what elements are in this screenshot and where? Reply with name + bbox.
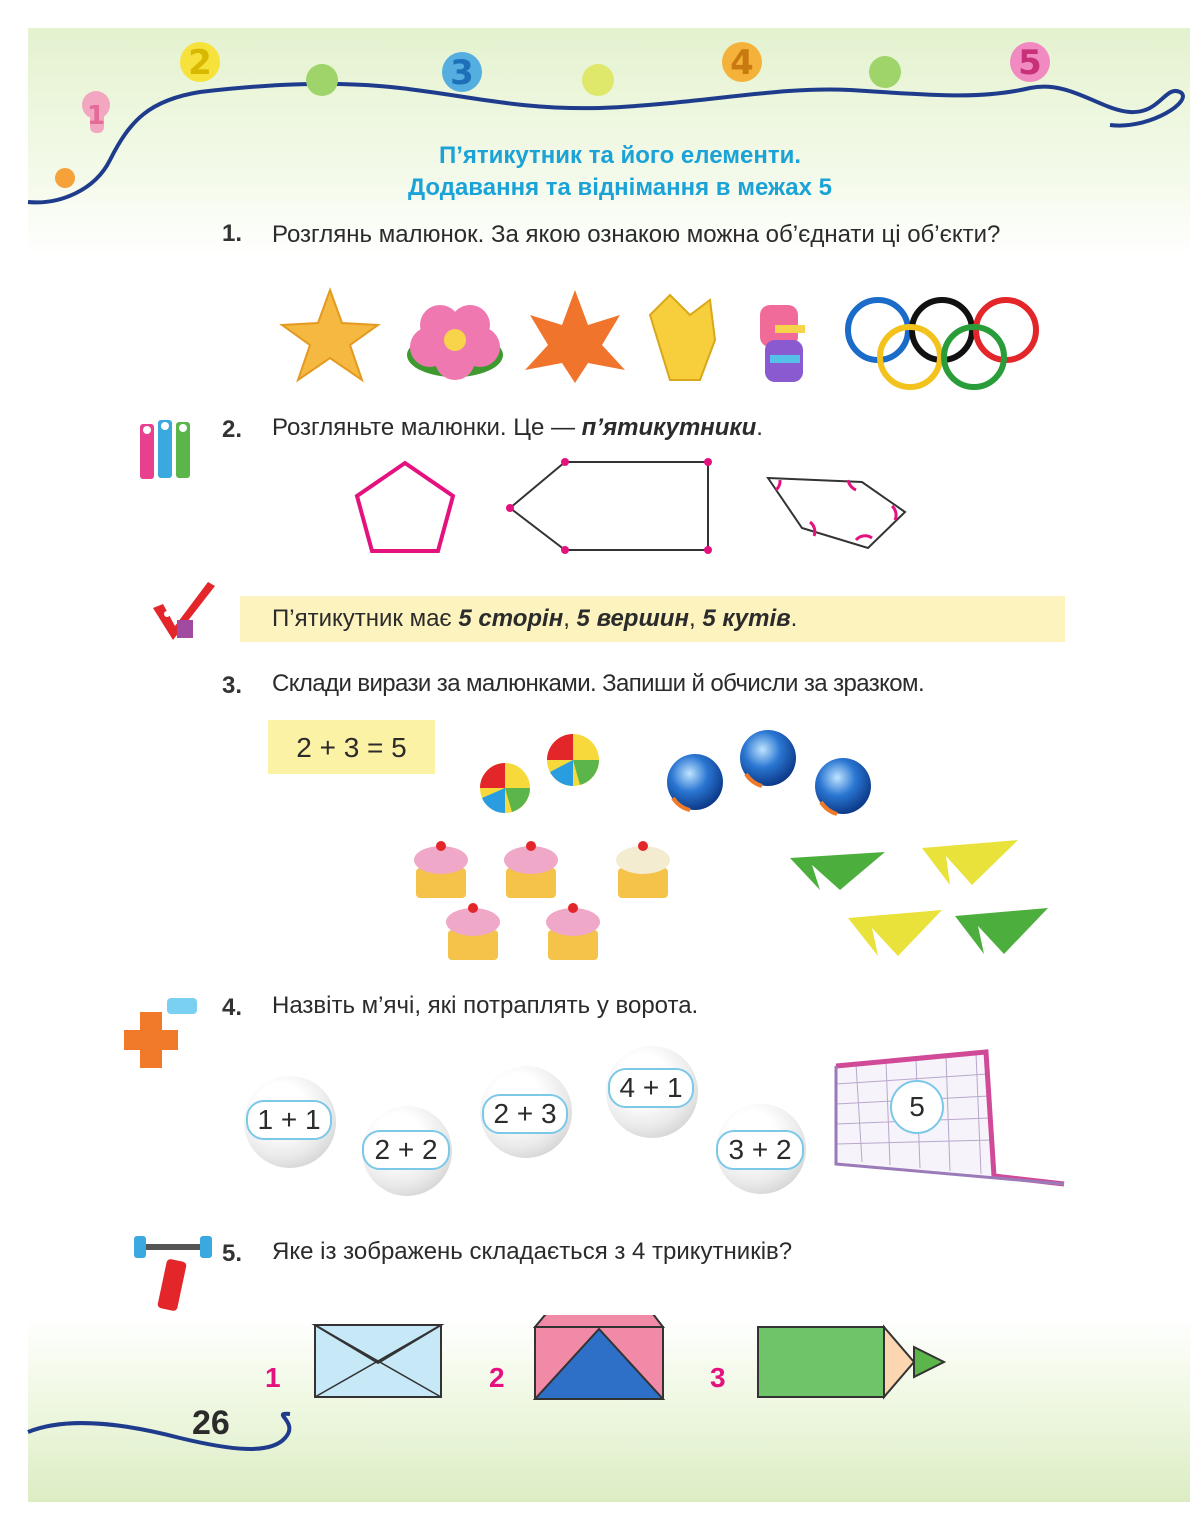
task-5-figures — [310, 1315, 950, 1405]
rule-separator: , — [563, 605, 577, 632]
pentagon-examples — [340, 450, 930, 570]
soccer-ball[interactable] — [480, 1066, 572, 1158]
goal-number-label: 5 — [890, 1080, 944, 1134]
rule-suffix: . — [790, 605, 798, 632]
option-label-3: 3 — [710, 1362, 726, 1393]
cupcake-icon — [414, 841, 468, 898]
checkmark-character-icon — [133, 578, 223, 650]
page-number: 26 — [192, 1404, 230, 1442]
task-2-number: 2. — [222, 416, 243, 443]
task-1-pictures — [270, 285, 1050, 390]
number-character-4 — [722, 42, 762, 83]
task-2-text — [272, 414, 763, 442]
digit-4: 4 — [730, 43, 754, 83]
pentagon-vertices-example — [506, 458, 712, 554]
page-title: П’ятикутник та його елементи. — [438, 142, 802, 169]
ball-expression-label: 2 + 3 — [482, 1094, 568, 1134]
soccer-ball[interactable] — [244, 1076, 336, 1168]
task-1-text: Розглянь малюнок. За якою ознакою можна об’єднати ці об’єкти? — [272, 221, 1001, 248]
rule-prefix: П’ятикутник має — [272, 605, 459, 632]
house-figure[interactable] — [535, 1315, 663, 1399]
rule-angles: 5 кутів — [702, 605, 791, 632]
option-label-1: 1 — [265, 1362, 281, 1393]
rule-text — [272, 605, 797, 633]
task-4-number: 4. — [222, 994, 243, 1021]
cupcake-icon — [546, 903, 600, 960]
knitted-gloves-icon — [760, 305, 805, 382]
cupcake-icon — [616, 841, 670, 898]
rule-separator: , — [688, 605, 703, 632]
pencil-figure[interactable] — [758, 1327, 944, 1397]
number-character-1 — [82, 91, 110, 133]
ball-expression-label: 2 + 2 — [362, 1130, 450, 1170]
paper-boat-icon — [848, 910, 942, 956]
soccer-ball[interactable] — [716, 1104, 806, 1194]
paper-boat-icon — [955, 908, 1048, 954]
task-5-text: Яке із зображень складається з 4 трикутників? — [272, 1238, 793, 1265]
task-2-text-end: . — [756, 414, 763, 441]
cupcake-icon — [446, 903, 500, 960]
ball-expression-label: 3 + 2 — [716, 1130, 804, 1170]
envelope-figure[interactable] — [315, 1315, 441, 1397]
beach-ball-icon — [547, 734, 599, 786]
task-2-term: п’ятикутники — [581, 414, 757, 441]
page-subtitle: Додавання та віднімання в межах 5 — [407, 174, 833, 201]
rule-vertices: 5 вершин — [576, 605, 689, 632]
ball-expression-label: 4 + 1 — [608, 1068, 694, 1108]
paper-boat-icon — [922, 840, 1018, 885]
digit-5: 5 — [1018, 43, 1042, 83]
olympic-rings-icon — [848, 300, 1036, 387]
pencils-character-icon — [128, 412, 208, 487]
cupcake-icon — [504, 841, 558, 898]
number-character-3 — [442, 52, 482, 93]
digit-3: 3 — [450, 53, 474, 93]
sample-expression: 2 + 3 = 5 — [268, 720, 435, 774]
flower-icon — [407, 305, 503, 380]
soccer-goal — [826, 1044, 1071, 1194]
plus-character-icon — [122, 992, 212, 1072]
starfish-icon — [282, 290, 378, 380]
blue-ball-icon — [740, 730, 796, 786]
paper-boat-icon — [790, 852, 885, 890]
task-3-pictures — [400, 720, 1060, 970]
weightlifter-character-icon — [128, 1230, 218, 1320]
task-3-text: Склади вирази за малюнками. Запиши й обчисли за зразком. — [272, 670, 925, 697]
option-label-2: 2 — [489, 1362, 505, 1393]
soccer-ball[interactable] — [606, 1046, 698, 1138]
pentagon-regular — [357, 463, 453, 551]
digit-1: 1 — [86, 101, 106, 131]
frog-character-3 — [869, 56, 901, 88]
soccer-ball[interactable] — [362, 1106, 452, 1196]
footer-wave — [0, 1400, 320, 1470]
number-character-5 — [1010, 42, 1050, 83]
pentagon-angles-example — [768, 478, 905, 548]
frog-character-2 — [582, 64, 614, 96]
rule-sides: 5 сторін — [458, 605, 564, 632]
blue-ball-icon — [815, 758, 871, 814]
task-1-number: 1. — [222, 220, 243, 247]
frog-character — [306, 64, 338, 96]
ball-expression-label: 1 + 1 — [246, 1100, 332, 1140]
blue-ball-icon — [667, 754, 723, 810]
rubber-gloves-icon — [650, 295, 715, 380]
beach-ball-icon — [480, 763, 530, 813]
task-5-number: 5. — [222, 1240, 243, 1267]
maple-leaf-icon — [525, 290, 625, 383]
task-3-number: 3. — [222, 672, 243, 699]
task-4-text: Назвіть м’ячі, які потраплять у ворота. — [272, 992, 699, 1019]
task-2-text-start: Розгляньте малюнки. Це — — [272, 414, 582, 441]
digit-2: 2 — [188, 43, 212, 83]
number-character-2 — [180, 42, 220, 83]
